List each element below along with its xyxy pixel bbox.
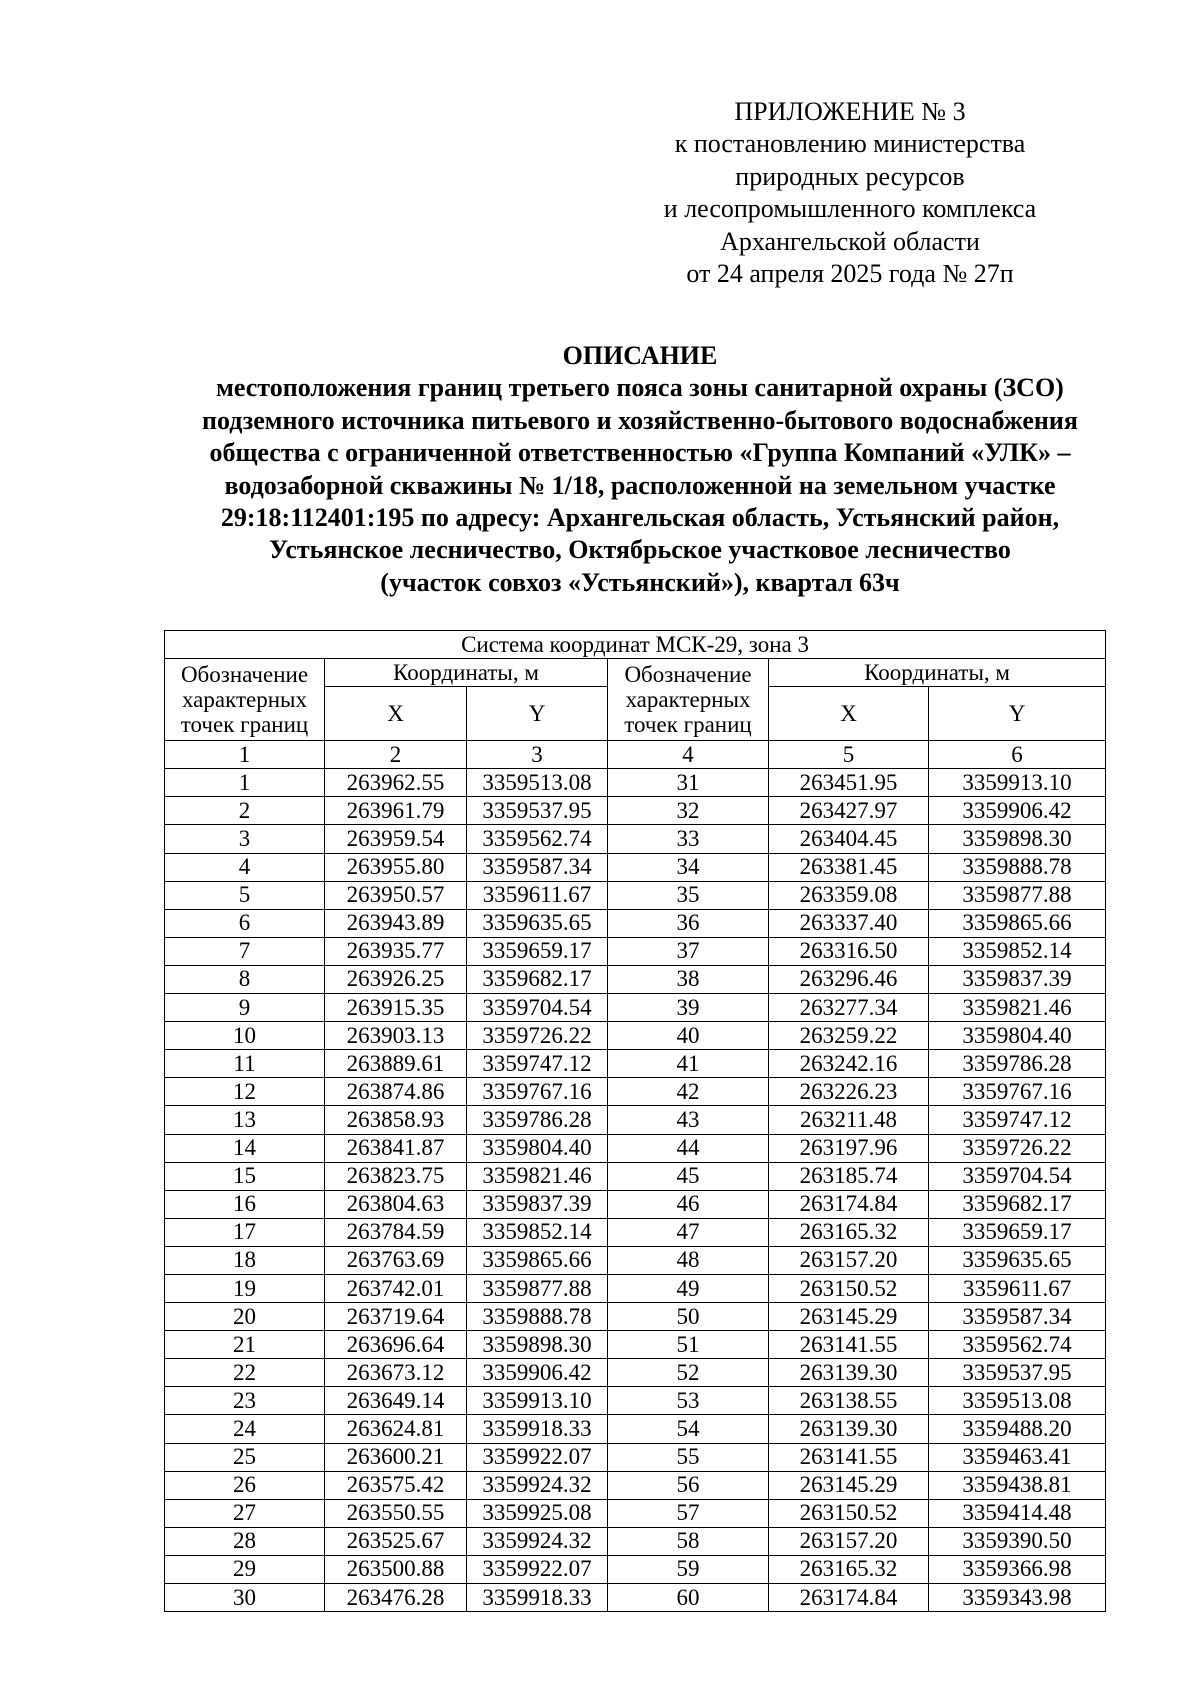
designation-line: точек границ: [624, 712, 752, 738]
point-number: 17: [165, 1218, 325, 1246]
x-coordinate: 263950.57: [325, 881, 467, 909]
y-coordinate: 3359682.17: [929, 1190, 1106, 1218]
y-coordinate: 3359659.17: [467, 937, 608, 965]
table-row: [165, 1303, 1106, 1331]
y-coordinate: 3359414.48: [929, 1499, 1106, 1527]
point-number: 51: [608, 1331, 769, 1359]
x-coordinate: 263889.61: [325, 1050, 467, 1078]
x-coordinate: 263141.55: [769, 1443, 929, 1471]
x-coordinate: 263915.35: [325, 994, 467, 1022]
x-coordinate: 263959.54: [325, 825, 467, 853]
designation-line: характерных: [181, 687, 307, 713]
point-number: 58: [608, 1527, 769, 1555]
x-coordinate: 263550.55: [325, 1499, 467, 1527]
y-coordinate: 3359865.66: [467, 1246, 608, 1274]
x-coordinate: 263575.42: [325, 1471, 467, 1499]
column-number: 6: [929, 741, 1106, 769]
y-coordinate: 3359611.67: [929, 1274, 1106, 1302]
point-number: 30: [165, 1584, 325, 1612]
x-coordinate: 263165.32: [769, 1555, 929, 1583]
appendix-header: [650, 96, 1050, 290]
table-row: [165, 1134, 1106, 1162]
x-coordinate: 263823.75: [325, 1162, 467, 1190]
x-coordinate: 263804.63: [325, 1190, 467, 1218]
x-coordinate: 263404.45: [769, 825, 929, 853]
y-coordinate: 3359562.74: [929, 1331, 1106, 1359]
column-number-row: [165, 741, 1106, 769]
table-row: [165, 825, 1106, 853]
y-coordinate: 3359837.39: [929, 965, 1106, 993]
table-row: [165, 1499, 1106, 1527]
title-line: водозаборной скважины № 1/18, расположенной на земельном участке: [224, 470, 1056, 500]
y-coordinate: 3359747.12: [467, 1050, 608, 1078]
x-coordinate: 263784.59: [325, 1218, 467, 1246]
table-row: [165, 1106, 1106, 1134]
point-number: 39: [608, 994, 769, 1022]
y-coordinate: 3359537.95: [929, 1359, 1106, 1387]
point-number: 4: [165, 853, 325, 881]
point-number: 7: [165, 937, 325, 965]
point-number: 37: [608, 937, 769, 965]
point-number: 36: [608, 909, 769, 937]
x-coordinate: 263150.52: [769, 1499, 929, 1527]
y-coordinate: 3359918.33: [467, 1415, 608, 1443]
appendix-line: Архангельской области: [720, 226, 980, 256]
point-number: 60: [608, 1584, 769, 1612]
point-number: 1: [165, 769, 325, 797]
point-number: 50: [608, 1303, 769, 1331]
designation-header: [165, 659, 325, 741]
x-coordinate: 263525.67: [325, 1527, 467, 1555]
point-number: 47: [608, 1218, 769, 1246]
x-coordinate: 263935.77: [325, 937, 467, 965]
x-coordinate: 263242.16: [769, 1050, 929, 1078]
point-number: 31: [608, 769, 769, 797]
table-row: [165, 769, 1106, 797]
coordinates-header: Координаты, м: [769, 659, 1106, 687]
table-row: [165, 1274, 1106, 1302]
point-number: 42: [608, 1078, 769, 1106]
coordinates-table: [164, 630, 1106, 1612]
point-number: 49: [608, 1274, 769, 1302]
x-coordinate: 263141.55: [769, 1331, 929, 1359]
x-coordinate: 263955.80: [325, 853, 467, 881]
table-row: [165, 881, 1106, 909]
y-coordinate: 3359513.08: [467, 769, 608, 797]
y-coordinate: 3359852.14: [929, 937, 1106, 965]
x-coordinate: 263197.96: [769, 1134, 929, 1162]
x-coordinate: 263145.29: [769, 1303, 929, 1331]
point-number: 10: [165, 1022, 325, 1050]
point-number: 24: [165, 1415, 325, 1443]
title-line: (участок совхоз «Устьянский»), квартал 63ч: [380, 567, 900, 597]
point-number: 8: [165, 965, 325, 993]
y-header: Y: [929, 687, 1106, 741]
x-coordinate: 263624.81: [325, 1415, 467, 1443]
x-coordinate: 263211.48: [769, 1106, 929, 1134]
x-coordinate: 263139.30: [769, 1359, 929, 1387]
y-coordinate: 3359587.34: [467, 853, 608, 881]
title-line: подземного источника питьевого и хозяйственно-бытового водоснабжения: [202, 405, 1078, 435]
point-number: 53: [608, 1387, 769, 1415]
point-number: 21: [165, 1331, 325, 1359]
x-coordinate: 263858.93: [325, 1106, 467, 1134]
x-coordinate: 263943.89: [325, 909, 467, 937]
point-number: 9: [165, 994, 325, 1022]
y-coordinate: 3359877.88: [929, 881, 1106, 909]
y-coordinate: 3359659.17: [929, 1218, 1106, 1246]
table-row: [165, 1078, 1106, 1106]
x-coordinate: 263157.20: [769, 1527, 929, 1555]
x-coordinate: 263174.84: [769, 1190, 929, 1218]
point-number: 57: [608, 1499, 769, 1527]
point-number: 20: [165, 1303, 325, 1331]
y-coordinate: 3359804.40: [929, 1022, 1106, 1050]
x-coordinate: 263138.55: [769, 1387, 929, 1415]
y-coordinate: 3359821.46: [467, 1162, 608, 1190]
y-coordinate: 3359924.32: [467, 1527, 608, 1555]
y-coordinate: 3359922.07: [467, 1555, 608, 1583]
y-coordinate: 3359635.65: [929, 1246, 1106, 1274]
point-number: 26: [165, 1471, 325, 1499]
x-coordinate: 263277.34: [769, 994, 929, 1022]
table-row: [165, 1331, 1106, 1359]
coordinates-header: Координаты, м: [325, 659, 608, 687]
table-row: [165, 1050, 1106, 1078]
point-number: 59: [608, 1555, 769, 1583]
title-line: 29:18:112401:195 по адресу: Архангельская область, Устьянский район,: [220, 503, 1060, 533]
point-number: 11: [165, 1050, 325, 1078]
y-coordinate: 3359438.81: [929, 1471, 1106, 1499]
x-coordinate: 263157.20: [769, 1246, 929, 1274]
column-number: 5: [769, 741, 929, 769]
x-coordinate: 263719.64: [325, 1303, 467, 1331]
y-coordinate: 3359786.28: [467, 1106, 608, 1134]
x-coordinate: 263874.86: [325, 1078, 467, 1106]
y-coordinate: 3359786.28: [929, 1050, 1106, 1078]
x-coordinate: 263165.32: [769, 1218, 929, 1246]
x-coordinate: 263673.12: [325, 1359, 467, 1387]
point-number: 15: [165, 1162, 325, 1190]
point-number: 29: [165, 1555, 325, 1583]
table-row: [165, 797, 1106, 825]
x-coordinate: 263337.40: [769, 909, 929, 937]
point-number: 43: [608, 1106, 769, 1134]
x-coordinate: 263451.95: [769, 769, 929, 797]
table-row: [165, 1555, 1106, 1583]
y-coordinate: 3359343.98: [929, 1584, 1106, 1612]
point-number: 16: [165, 1190, 325, 1218]
point-number: 5: [165, 881, 325, 909]
y-coordinate: 3359918.33: [467, 1584, 608, 1612]
point-number: 23: [165, 1387, 325, 1415]
x-coordinate: 263962.55: [325, 769, 467, 797]
y-coordinate: 3359837.39: [467, 1190, 608, 1218]
x-coordinate: 263316.50: [769, 937, 929, 965]
point-number: 56: [608, 1471, 769, 1499]
designation-header: [608, 659, 769, 741]
y-coordinate: 3359898.30: [929, 825, 1106, 853]
point-number: 45: [608, 1162, 769, 1190]
title-line: местоположения границ третьего пояса зоны санитарной охраны (ЗСО): [216, 373, 1064, 403]
y-coordinate: 3359635.65: [467, 909, 608, 937]
x-coordinate: 263600.21: [325, 1443, 467, 1471]
y-coordinate: 3359888.78: [467, 1303, 608, 1331]
x-coordinate: 263259.22: [769, 1022, 929, 1050]
y-coordinate: 3359537.95: [467, 797, 608, 825]
y-coordinate: 3359488.20: [929, 1415, 1106, 1443]
x-coordinate: 263359.08: [769, 881, 929, 909]
x-coordinate: 263500.88: [325, 1555, 467, 1583]
table-row: [165, 1022, 1106, 1050]
x-coordinate: 263226.23: [769, 1078, 929, 1106]
point-number: 28: [165, 1527, 325, 1555]
y-coordinate: 3359925.08: [467, 1499, 608, 1527]
table-row: [165, 909, 1106, 937]
table-row: [165, 1218, 1106, 1246]
x-coordinate: 263763.69: [325, 1246, 467, 1274]
point-number: 35: [608, 881, 769, 909]
table-system-row: [165, 631, 1106, 659]
point-number: 41: [608, 1050, 769, 1078]
y-coordinate: 3359906.42: [929, 797, 1106, 825]
point-number: 55: [608, 1443, 769, 1471]
point-number: 52: [608, 1359, 769, 1387]
table-row: [165, 1359, 1106, 1387]
table-row: [165, 853, 1106, 881]
point-number: 44: [608, 1134, 769, 1162]
y-coordinate: 3359767.16: [467, 1078, 608, 1106]
point-number: 19: [165, 1274, 325, 1302]
table-row: [165, 1527, 1106, 1555]
point-number: 32: [608, 797, 769, 825]
y-coordinate: 3359513.08: [929, 1387, 1106, 1415]
point-number: 34: [608, 853, 769, 881]
designation-line: точек границ: [180, 712, 309, 738]
column-number: 3: [467, 741, 608, 769]
point-number: 33: [608, 825, 769, 853]
y-coordinate: 3359865.66: [929, 909, 1106, 937]
x-coordinate: 263696.64: [325, 1331, 467, 1359]
y-coordinate: 3359704.54: [467, 994, 608, 1022]
table-row: [165, 965, 1106, 993]
point-number: 22: [165, 1359, 325, 1387]
point-number: 18: [165, 1246, 325, 1274]
x-coordinate: 263174.84: [769, 1584, 929, 1612]
x-coordinate: 263841.87: [325, 1134, 467, 1162]
y-coordinate: 3359888.78: [929, 853, 1106, 881]
table-row: [165, 937, 1106, 965]
y-coordinate: 3359898.30: [467, 1331, 608, 1359]
point-number: 2: [165, 797, 325, 825]
x-coordinate: 263961.79: [325, 797, 467, 825]
y-coordinate: 3359463.41: [929, 1443, 1106, 1471]
point-number: 13: [165, 1106, 325, 1134]
y-coordinate: 3359852.14: [467, 1218, 608, 1246]
coordinate-system-cell: Система координат МСК-29, зона 3: [165, 631, 1106, 659]
title-line: общества с ограниченной ответственностью «Группа Компаний «УЛК» –: [209, 438, 1071, 468]
table-row: [165, 994, 1106, 1022]
point-number: 27: [165, 1499, 325, 1527]
point-number: 40: [608, 1022, 769, 1050]
y-coordinate: 3359924.32: [467, 1471, 608, 1499]
point-number: 48: [608, 1246, 769, 1274]
designation-line: Обозначение: [624, 662, 752, 688]
table-row: [165, 1190, 1106, 1218]
x-coordinate: 263150.52: [769, 1274, 929, 1302]
title-heading: ОПИСАНИЕ: [562, 341, 718, 370]
point-number: 12: [165, 1078, 325, 1106]
point-number: 14: [165, 1134, 325, 1162]
y-coordinate: 3359726.22: [929, 1134, 1106, 1162]
table-body: [165, 769, 1106, 1612]
document-title: [120, 340, 1160, 599]
y-coordinate: 3359767.16: [929, 1078, 1106, 1106]
y-coordinate: 3359562.74: [467, 825, 608, 853]
y-coordinate: 3359913.10: [467, 1387, 608, 1415]
y-coordinate: 3359611.67: [467, 881, 608, 909]
table-row: [165, 1471, 1106, 1499]
x-coordinate: 263742.01: [325, 1274, 467, 1302]
x-coordinate: 263926.25: [325, 965, 467, 993]
x-coordinate: 263427.97: [769, 797, 929, 825]
x-coordinate: 263296.46: [769, 965, 929, 993]
designation-line: характерных: [625, 687, 751, 713]
y-coordinate: 3359804.40: [467, 1134, 608, 1162]
point-number: 54: [608, 1415, 769, 1443]
appendix-line: природных ресурсов: [735, 161, 965, 191]
table-row: [165, 1246, 1106, 1274]
x-coordinate: 263381.45: [769, 853, 929, 881]
column-number: 1: [165, 741, 325, 769]
table-row: [165, 1584, 1106, 1612]
y-coordinate: 3359366.98: [929, 1555, 1106, 1583]
appendix-line: и лесопромышленного комплекса: [663, 194, 1037, 224]
point-number: 6: [165, 909, 325, 937]
y-coordinate: 3359913.10: [929, 769, 1106, 797]
y-coordinate: 3359821.46: [929, 994, 1106, 1022]
designation-line: Обозначение: [180, 662, 309, 688]
y-coordinate: 3359726.22: [467, 1022, 608, 1050]
y-coordinate: 3359747.12: [929, 1106, 1106, 1134]
title-line: Устьянское лесничество, Октябрьское участковое лесничество: [269, 535, 1011, 565]
y-coordinate: 3359587.34: [929, 1303, 1106, 1331]
x-coordinate: 263145.29: [769, 1471, 929, 1499]
x-coordinate: 263139.30: [769, 1415, 929, 1443]
appendix-line: от 24 апреля 2025 года № 27п: [686, 259, 1014, 289]
table-row: [165, 1443, 1106, 1471]
point-number: 25: [165, 1443, 325, 1471]
point-number: 46: [608, 1190, 769, 1218]
y-header: Y: [467, 687, 608, 741]
y-coordinate: 3359906.42: [467, 1359, 608, 1387]
appendix-line: к постановлению министерства: [674, 129, 1026, 159]
column-number: 4: [608, 741, 769, 769]
point-number: 3: [165, 825, 325, 853]
table-row: [165, 1415, 1106, 1443]
x-coordinate: 263185.74: [769, 1162, 929, 1190]
table-row: [165, 1162, 1106, 1190]
appendix-line: ПРИЛОЖЕНИЕ № 3: [734, 97, 966, 126]
x-header: X: [769, 687, 929, 741]
column-number: 2: [325, 741, 467, 769]
x-coordinate: 263476.28: [325, 1584, 467, 1612]
point-number: 38: [608, 965, 769, 993]
y-coordinate: 3359922.07: [467, 1443, 608, 1471]
table-header-row: [165, 659, 1106, 687]
x-header: X: [325, 687, 467, 741]
x-coordinate: 263903.13: [325, 1022, 467, 1050]
y-coordinate: 3359682.17: [467, 965, 608, 993]
y-coordinate: 3359704.54: [929, 1162, 1106, 1190]
x-coordinate: 263649.14: [325, 1387, 467, 1415]
y-coordinate: 3359390.50: [929, 1527, 1106, 1555]
table-row: [165, 1387, 1106, 1415]
y-coordinate: 3359877.88: [467, 1274, 608, 1302]
